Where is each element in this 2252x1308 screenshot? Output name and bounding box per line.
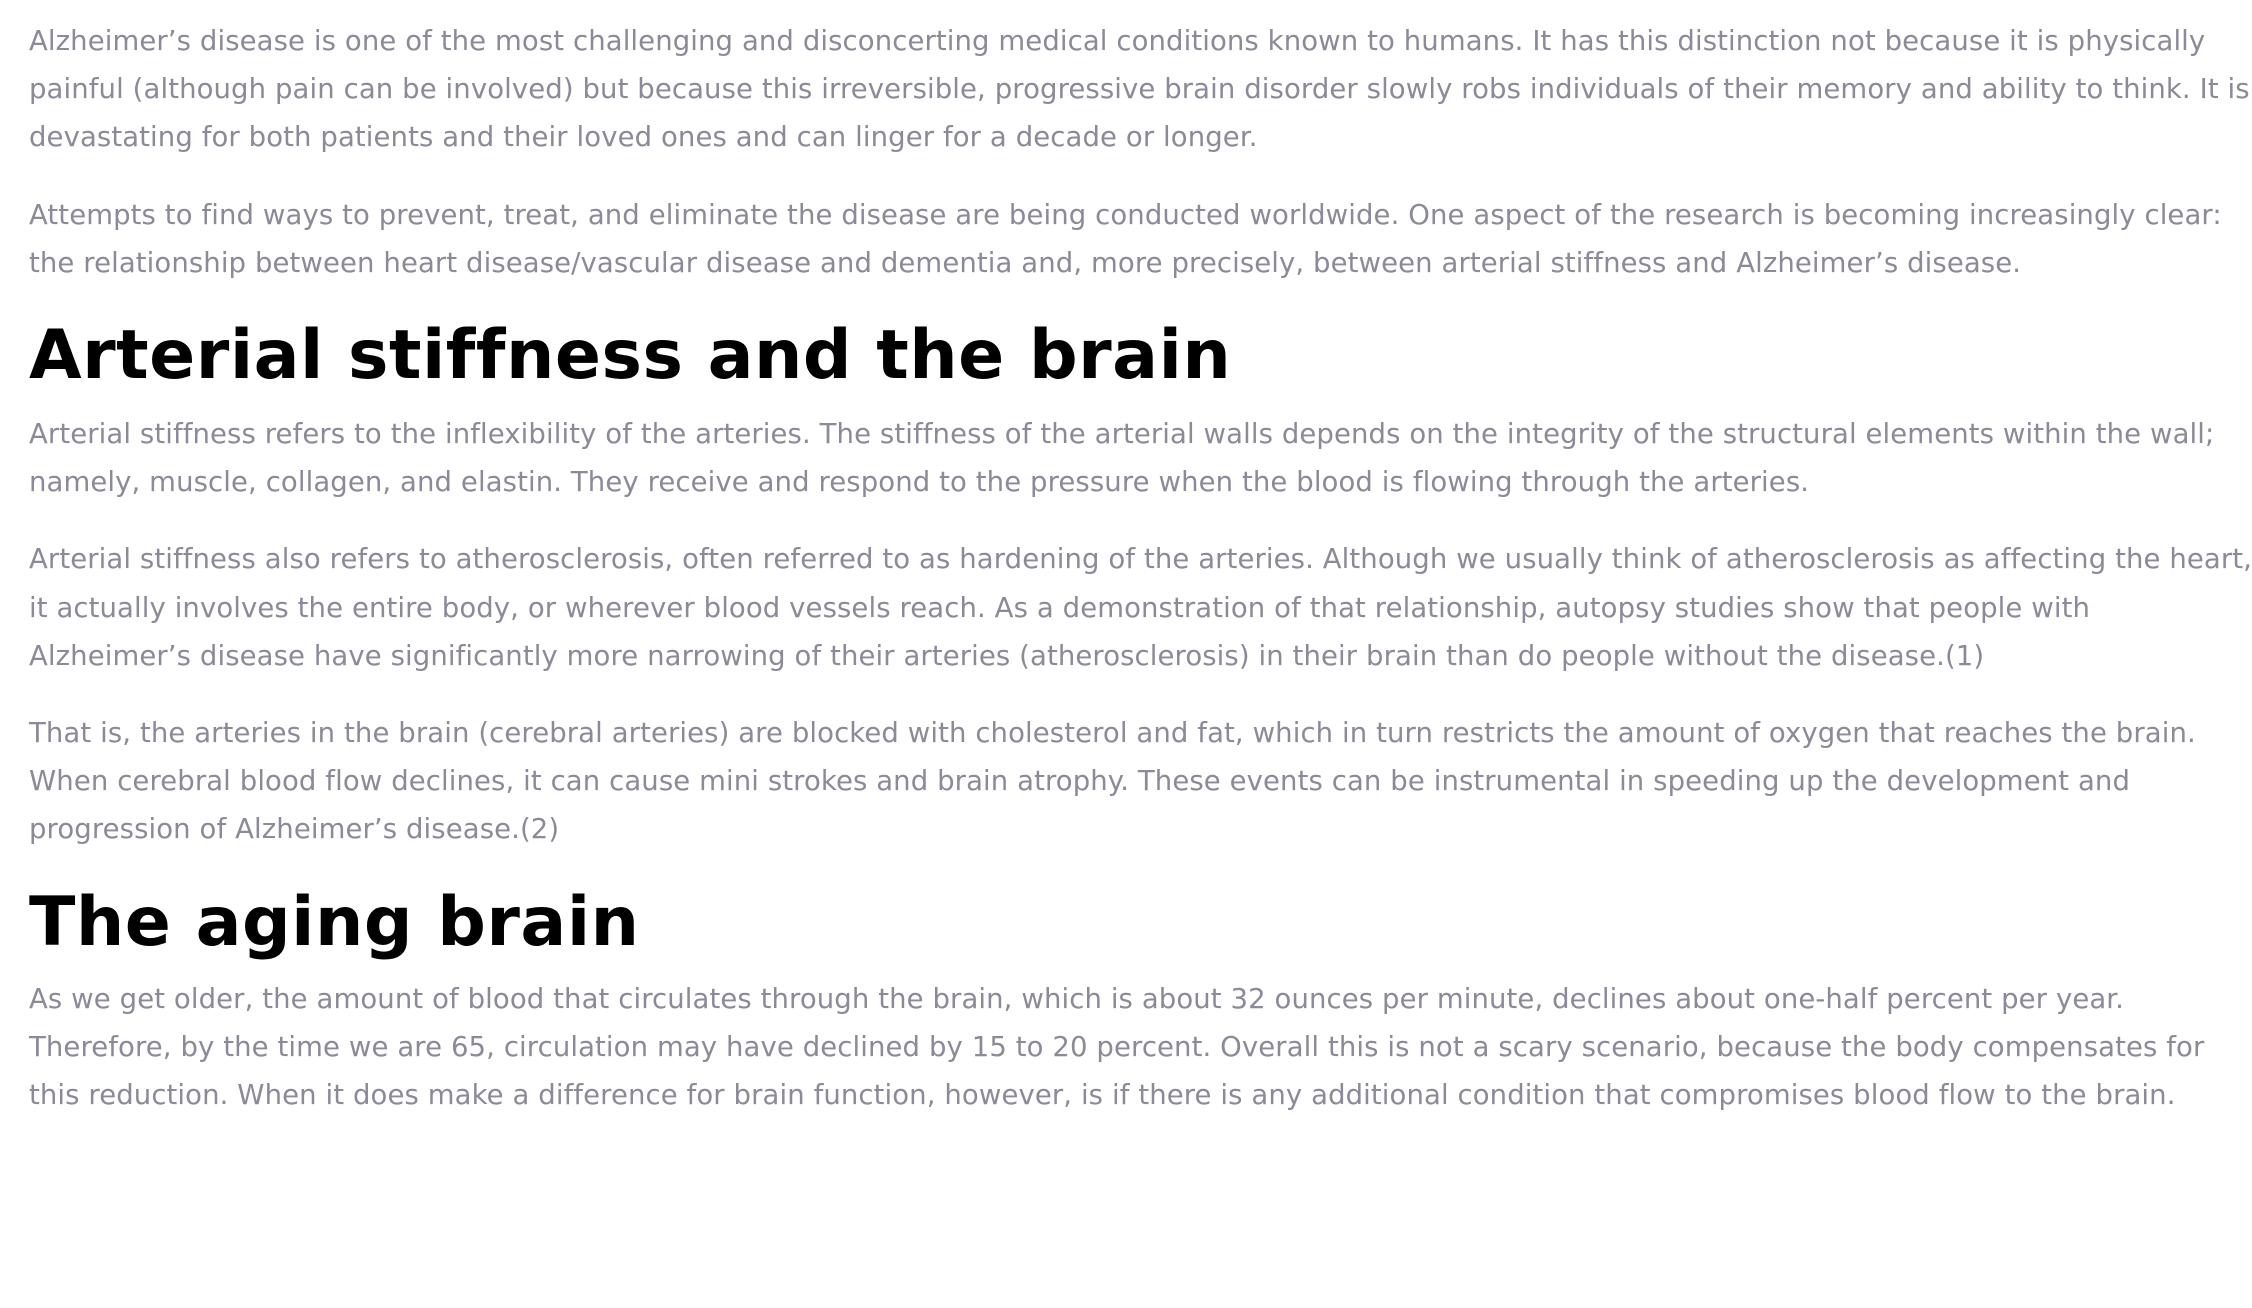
section1-paragraph-2: Arterial stiffness also refers to atherosclerosis, often referred to as hardening of the arteries. Although we usually think of atherosclerosis as affecting the heart, it actually involves the entire body, or wherever blood vessels reach. As a demonstration of that relationship, autopsy studies show that people with Alzheimer’s disease have significantly more narrowing of their arteries (atherosclerosis) in their brain than do people without the disease.(1): [29, 543, 2252, 672]
section2-paragraph-1: As we get older, the amount of blood that circulates through the brain, which is about 32 ounces per minute, declines about one-half percent per year. Therefore, by the time we are 65, circulation may have declined by 15 to 20 percent. Overall this is not a scary scenario, because the body compensates for this reduction. When it does make a difference for brain function, however, is if there is any additional condition that compromises blood flow to the brain.: [29, 982, 2205, 1112]
section1-paragraph-3: That is, the arteries in the brain (cerebral arteries) are blocked with cholesterol and fat, which in turn restricts the amount of oxygen that reaches the brain. When cerebral blood flow declines, it can cause mini strokes and brain atrophy. These events can be instrumental in speeding up the development and progression of Alzheimer’s disease.(2): [29, 717, 2196, 846]
intro-paragraph-1: Alzheimer’s disease is one of the most challenging and disconcerting medical conditions known to humans. It has this distinction not because it is physically painful (although pain can be involved) but because this irreversible, progressive brain disorder slowly robs individuals of their memory and ability to think. It is devastating for both patients and their loved ones and can linger for a decade or longer.: [29, 25, 2250, 154]
intro-paragraph-2: Attempts to find ways to prevent, treat, and eliminate the disease are being conducted worldwide. One aspect of the research is becoming increasingly clear: the relationship between heart disease/vascular disease and dementia and, more precisely, between arterial stiffness and Alzheimer’s disease.: [29, 198, 2222, 279]
section1-paragraph-1: Arterial stiffness refers to the inflexibility of the arteries. The stiffness of the arterial walls depends on the integrity of the structural elements within the wall; namely, muscle, collagen, and elastin. They receive and respond to the pressure when the blood is flowing through the arteries.: [29, 418, 2215, 499]
section-heading-aging-brain: The aging brain: [29, 882, 640, 962]
section-heading-arterial-stiffness: Arterial stiffness and the brain: [29, 316, 1232, 396]
